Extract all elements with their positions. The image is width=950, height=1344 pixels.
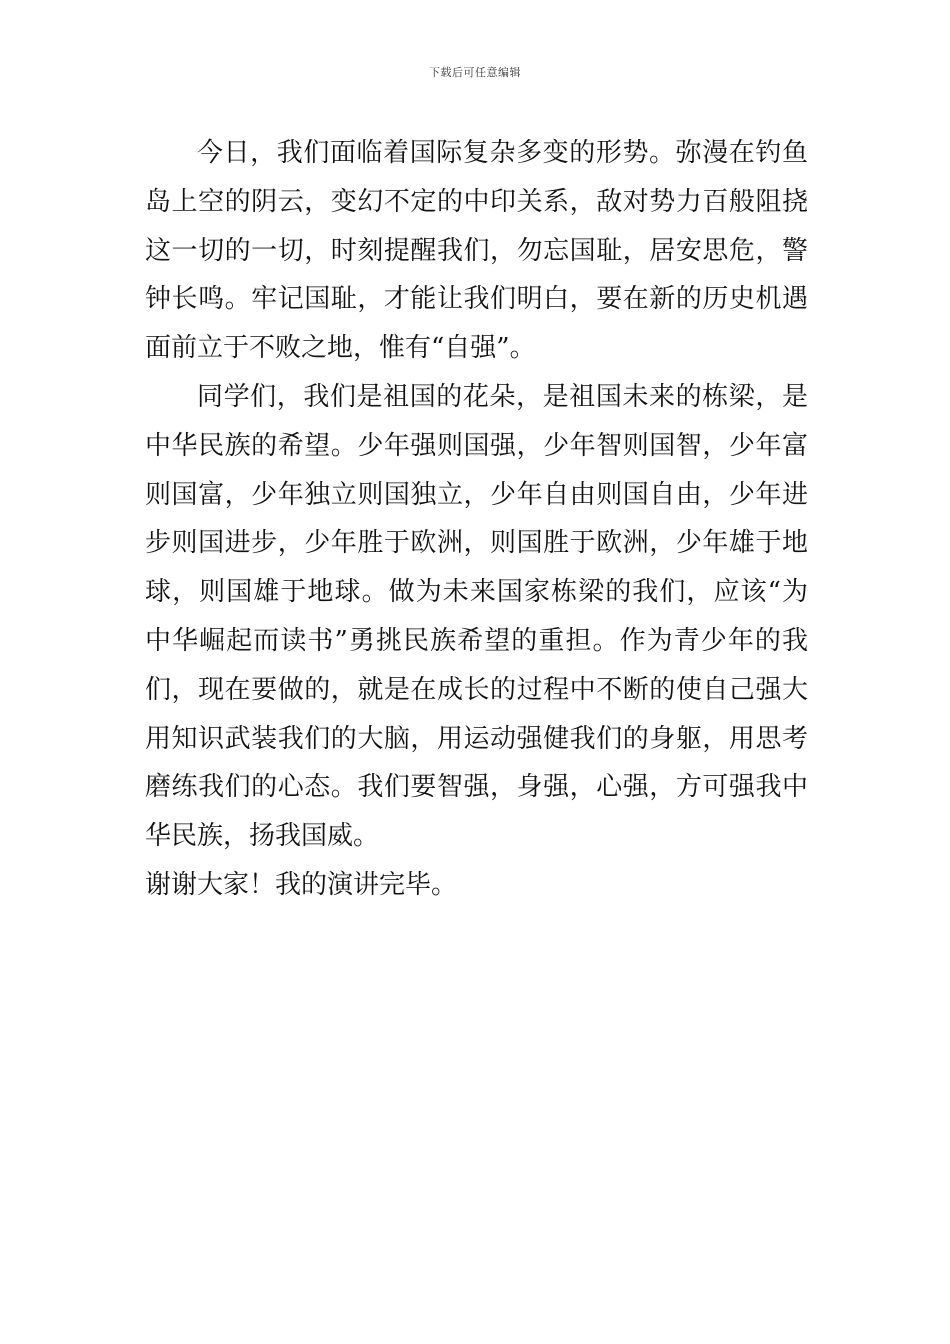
paragraph-2: 同学们，我们是祖国的花朵，是祖国未来的栋梁，是中华民族的希望。少年强则国强，少年智则国智，少年富则国富，少年独立则国独立，少年自由则国自由，少年进步则国进步，少年胜于欧洲，则国胜于欧洲，少年雄于地球，则国雄于地球。做为未来国家栋梁的我们，应该“为中华崛起而读书”勇挑民族希望的重担。作为青少年的我们，现在要做的，就是在成长的过程中不断的使自己强大用知识武装我们的大脑，用运动强健我们的身躯，用思考磨练我们的心态。我们要智强，身强，心强，方可强我中华民族，扬我国威。 (145, 381, 808, 852)
document-body (145, 129, 808, 910)
closing-line: 谢谢大家！我的演讲完毕。 (145, 869, 458, 900)
paragraph-1: 今日，我们面临着国际复杂多变的形势。弥漫在钓鱼岛上空的阴云，变幻不定的中印关系，敌对势力百般阻挠这一切的一切，时刻提醒我们，勿忘国耻，居安思危，警钟长鸣。牢记国耻，才能让我们明白，要在新的历史机遇面前立于不败之地，惟有“自强”。 (145, 138, 808, 364)
page-header: 下载后可任意编辑 (429, 66, 521, 79)
